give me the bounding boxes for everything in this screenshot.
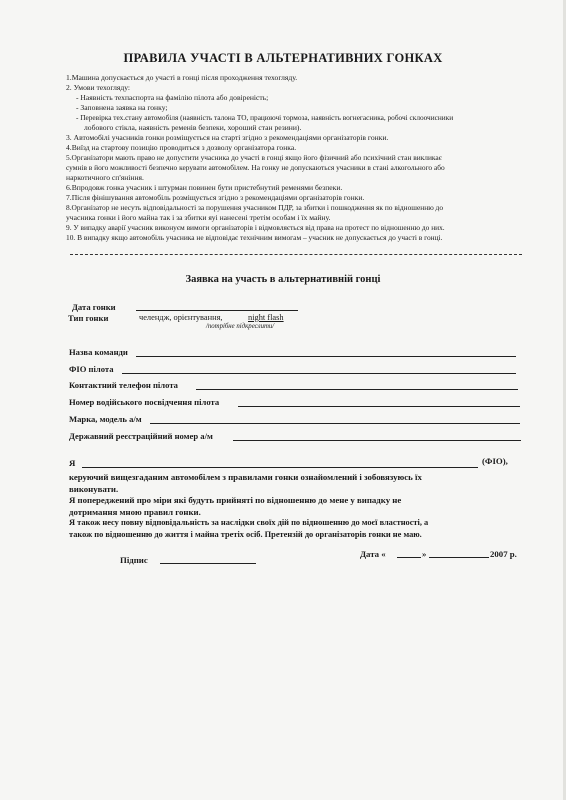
race-type-night-flash[interactable]: night flash: [248, 313, 284, 322]
rule-line: 1.Машина допускається до участі в гонці після проходження техогляду.: [66, 73, 298, 82]
rule-line: 7.Після фінішування автомобіль розміщується згідно з рекомендаціями організаторів гонки.: [66, 193, 365, 202]
i-label: Я: [69, 458, 76, 468]
reg-label: Державний реєстраційний номер а/м: [69, 431, 213, 441]
car-field[interactable]: [150, 423, 520, 424]
rule-line: 8.Організатор не несуть відповідальності за порушення учасником ПДР, за збитки і пошкодження як по відношенню до: [66, 203, 444, 212]
date-label: Дата «: [360, 549, 386, 559]
date-year: 2007 р.: [490, 549, 517, 559]
date-month-field[interactable]: [429, 557, 489, 558]
rule-line: 5.Організатори мають право не допустити учасника до участі в гонці якщо його фізичний або психічний стан викликає: [66, 153, 442, 162]
signature-label: Підпис: [120, 555, 148, 565]
rule-line: учасника гонки і його майна так і за збитки яуі нанесені третім особам і їх майну.: [66, 213, 331, 222]
declaration-text: Я також несу повну відповідальність за наслідки своїх дій по відношенню до моєї властності, а: [69, 518, 429, 527]
declaration-text: дотримання мною правил гонки.: [69, 507, 201, 517]
team-label: Назва команди: [69, 347, 128, 357]
rule-line: сумнів в його можливості безпечно керувати автомобілем. На гонку не допускаються учасники в стані алкогольного або: [66, 163, 445, 172]
rule-line: 9. У випадку аварії учасник виконуєм вимоги організаторів і відмовляється від права на протест по відношенню до них.: [66, 223, 445, 232]
rule-line: - Перевірка тех.стану автомобіля (наявність талона ТО, працюючі тормоза, наявність вогнегасника, робочі склоочисники: [76, 113, 454, 122]
car-label: Марка, модель а/м: [69, 414, 142, 424]
race-date-field[interactable]: [136, 310, 298, 311]
declaration-text: виконувати.: [69, 484, 119, 494]
declaration-text: Я попереджений про міри які будуть прийняті по відношенню до мене у випадку не: [69, 495, 402, 505]
rule-line: 3. Автомобілі учасників гонки розміщується на старті згідно з рекомендаціями організаторів гонки.: [66, 133, 389, 142]
rule-line: - Заповнена заявка на гонку;: [76, 103, 168, 112]
rule-line: 6.Впродовж гонка учасник і штурман повинен бути пристебнутий ременями безпеки.: [66, 183, 343, 192]
rule-line: 10. В випадку якщо автомобіль учасника не відповідає технічним вимогам – учасник не допускається до участі в гонці.: [66, 233, 443, 242]
fio-field[interactable]: [82, 467, 478, 468]
page-title: ПРАВИЛА УЧАСТІ В АЛЬТЕРНАТИВНИХ ГОНКАХ: [123, 51, 443, 65]
rule-line: 2. Умови техогляду:: [66, 83, 131, 92]
race-date-label: Дата гонки: [72, 302, 116, 312]
fio-label: (ФІО),: [482, 456, 508, 466]
rule-line: 4.Виїзд на стартову позицію проводиться з дозволу організатора гонка.: [66, 143, 297, 152]
rule-line: - Наявність техпаспорта на фамілію пілота або довіреність;: [76, 93, 269, 102]
phone-label: Контактний телефон пілота: [69, 380, 178, 390]
race-type-label: Тип гонки: [68, 313, 109, 323]
rule-line: наркотичного сп'яніння.: [66, 173, 144, 182]
form-title: Заявка на участь в альтернативній гонці: [185, 274, 381, 285]
team-field[interactable]: [136, 356, 516, 357]
license-field[interactable]: [238, 406, 520, 407]
separator-line: [70, 254, 522, 255]
pilot-label: ФІО пілота: [69, 364, 114, 374]
declaration-text: керуючий вищезгаданим автомобілем з правилами гонки ознайомлений і зобовязуюсь їх: [69, 472, 422, 482]
phone-field[interactable]: [196, 389, 518, 390]
rule-line: лобового стікла, наявність ременів безпеки, хороший стан резини).: [84, 123, 302, 132]
signature-field[interactable]: [160, 563, 256, 564]
underline-note: /потрібне підкреслити/: [206, 323, 275, 330]
date-day-field[interactable]: [397, 557, 421, 558]
date-quote-close: »: [422, 549, 427, 559]
license-label: Номер водійського посвідчення пілота: [69, 397, 220, 407]
declaration-text: також по відношенню до життя і майна третіх осіб. Претензій до організаторів гонки не маю.: [69, 530, 422, 539]
pilot-field[interactable]: [122, 373, 516, 374]
race-type-options: челендж, орієнтування,: [139, 313, 223, 322]
reg-field[interactable]: [233, 440, 521, 441]
